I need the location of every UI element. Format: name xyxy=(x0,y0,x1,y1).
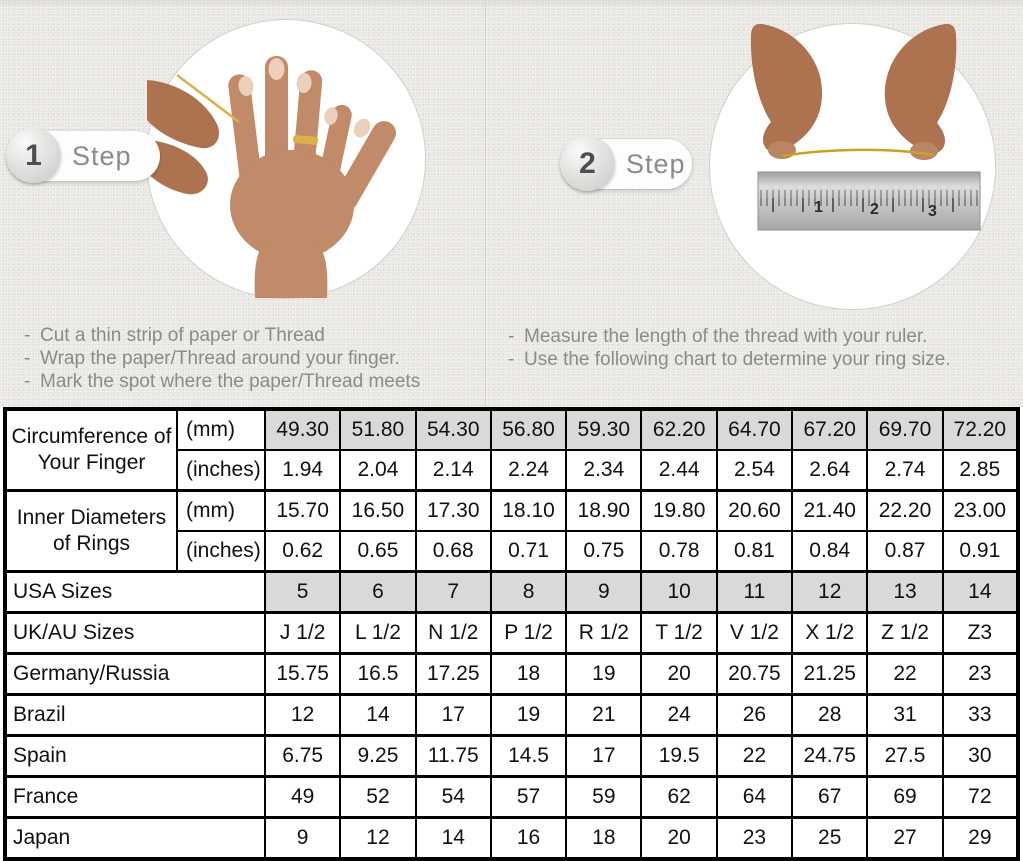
size-value-cell: 2.34 xyxy=(566,450,641,491)
size-value-cell: 33 xyxy=(943,695,1018,736)
unit-label: (mm) xyxy=(177,409,265,450)
size-value-cell: 27.5 xyxy=(867,736,942,777)
size-value-cell: 17 xyxy=(416,695,491,736)
size-value-cell: 62 xyxy=(641,777,716,818)
size-value-cell: 69.70 xyxy=(867,409,942,450)
size-value-cell: 51.80 xyxy=(340,409,415,450)
size-value-cell: 18.90 xyxy=(566,491,641,532)
size-value-cell: 21 xyxy=(566,695,641,736)
table-row xyxy=(5,572,1018,613)
step1-photo-hand-with-ring xyxy=(146,19,426,299)
vertical-divider xyxy=(485,0,486,407)
size-value-cell: 20.60 xyxy=(717,491,792,532)
size-value-cell: 12 xyxy=(792,572,867,613)
region-label: Germany/Russia xyxy=(5,654,265,695)
instruction-text: Use the following chart to determine your ring size. xyxy=(524,349,951,370)
size-value-cell: Z3 xyxy=(943,613,1018,654)
size-value-cell: 11 xyxy=(717,572,792,613)
row-group-label: Inner Diameters of Rings xyxy=(5,491,177,572)
size-value-cell: 5 xyxy=(265,572,340,613)
size-value-cell: 9.25 xyxy=(340,736,415,777)
size-value-cell: 0.62 xyxy=(265,531,340,572)
size-value-cell: 19 xyxy=(491,695,566,736)
size-value-cell: 18 xyxy=(491,654,566,695)
size-value-cell: R 1/2 xyxy=(566,613,641,654)
row-group-label: Circumference of Your Finger xyxy=(5,409,177,491)
instruction-item xyxy=(24,370,474,393)
size-value-cell: 0.87 xyxy=(867,531,942,572)
size-chart-wrap xyxy=(3,407,1020,861)
table-row xyxy=(5,613,1018,654)
table-row xyxy=(5,818,1018,860)
size-value-cell: 13 xyxy=(867,572,942,613)
size-value-cell: 67 xyxy=(792,777,867,818)
size-value-cell: 56.80 xyxy=(491,409,566,450)
size-value-cell: 59 xyxy=(566,777,641,818)
size-value-cell: 23.00 xyxy=(943,491,1018,532)
size-value-cell: 22 xyxy=(867,654,942,695)
size-value-cell: Z 1/2 xyxy=(867,613,942,654)
size-value-cell: 64 xyxy=(717,777,792,818)
instruction-item xyxy=(508,325,1013,348)
size-value-cell: 15.75 xyxy=(265,654,340,695)
size-value-cell: N 1/2 xyxy=(416,613,491,654)
size-value-cell: 0.91 xyxy=(943,531,1018,572)
bullet-dash: - xyxy=(24,371,31,392)
size-value-cell: 57 xyxy=(491,777,566,818)
size-value-cell: 12 xyxy=(340,818,415,860)
size-value-cell: 27 xyxy=(867,818,942,860)
ruler-number-2: 2 xyxy=(870,201,879,218)
size-value-cell: 22 xyxy=(717,736,792,777)
step2-number: 2 xyxy=(560,136,615,191)
size-value-cell: 12 xyxy=(265,695,340,736)
size-value-cell: 64.70 xyxy=(717,409,792,450)
size-value-cell: 2.24 xyxy=(491,450,566,491)
size-value-cell: 24 xyxy=(641,695,716,736)
ruler xyxy=(758,172,980,230)
size-value-cell: 14 xyxy=(416,818,491,860)
size-value-cell: 54.30 xyxy=(416,409,491,450)
size-value-cell: 54 xyxy=(416,777,491,818)
size-value-cell: 23 xyxy=(717,818,792,860)
size-value-cell: 19.5 xyxy=(641,736,716,777)
size-value-cell: 0.65 xyxy=(340,531,415,572)
size-value-cell: 30 xyxy=(943,736,1018,777)
size-value-cell: 0.75 xyxy=(566,531,641,572)
size-value-cell: 20.75 xyxy=(717,654,792,695)
unit-label: (inches) xyxy=(177,531,265,572)
size-value-cell: 21.40 xyxy=(792,491,867,532)
instruction-text: Measure the length of the thread with your ruler. xyxy=(524,326,928,347)
size-value-cell: 18 xyxy=(566,818,641,860)
size-value-cell: 18.10 xyxy=(491,491,566,532)
size-value-cell: 72.20 xyxy=(943,409,1018,450)
region-label: UK/AU Sizes xyxy=(5,613,265,654)
size-value-cell: 24.75 xyxy=(792,736,867,777)
size-value-cell: 49 xyxy=(265,777,340,818)
step1-number: 1 xyxy=(6,128,61,183)
region-label: Spain xyxy=(5,736,265,777)
size-value-cell: 16.5 xyxy=(340,654,415,695)
table-row xyxy=(5,654,1018,695)
region-label: USA Sizes xyxy=(5,572,265,613)
size-value-cell: 9 xyxy=(566,572,641,613)
size-value-cell: 25 xyxy=(792,818,867,860)
size-value-cell: V 1/2 xyxy=(717,613,792,654)
size-value-cell: 15.70 xyxy=(265,491,340,532)
size-value-cell: 0.84 xyxy=(792,531,867,572)
step1-instructions xyxy=(24,324,474,393)
size-value-cell: 0.81 xyxy=(717,531,792,572)
step2-badge xyxy=(562,139,692,189)
unit-label: (mm) xyxy=(177,491,265,532)
size-value-cell: 17 xyxy=(566,736,641,777)
step1-badge xyxy=(8,131,160,181)
size-value-cell: 0.71 xyxy=(491,531,566,572)
size-value-cell: 8 xyxy=(491,572,566,613)
size-value-cell: 11.75 xyxy=(416,736,491,777)
instruction-item xyxy=(508,348,1013,371)
size-value-cell: T 1/2 xyxy=(641,613,716,654)
size-value-cell: 1.94 xyxy=(265,450,340,491)
size-value-cell: 19 xyxy=(566,654,641,695)
size-value-cell: 69 xyxy=(867,777,942,818)
ring-size-table-body xyxy=(5,409,1018,859)
instruction-item xyxy=(24,347,474,370)
table-row xyxy=(5,695,1018,736)
size-value-cell: 49.30 xyxy=(265,409,340,450)
size-value-cell: 0.68 xyxy=(416,531,491,572)
unit-label: (inches) xyxy=(177,450,265,491)
size-value-cell: 72 xyxy=(943,777,1018,818)
size-value-cell: 31 xyxy=(867,695,942,736)
ruler-number-1: 1 xyxy=(814,199,823,216)
size-value-cell: 20 xyxy=(641,818,716,860)
ring-size-table xyxy=(3,407,1020,861)
size-value-cell: 29 xyxy=(943,818,1018,860)
size-value-cell: 2.54 xyxy=(717,450,792,491)
size-value-cell: 6 xyxy=(340,572,415,613)
measuring-illustration xyxy=(710,24,995,309)
size-value-cell: 2.85 xyxy=(943,450,1018,491)
step1-label: Step xyxy=(72,141,132,171)
size-value-cell: 2.14 xyxy=(416,450,491,491)
size-value-cell: 19.80 xyxy=(641,491,716,532)
size-value-cell: 21.25 xyxy=(792,654,867,695)
size-value-cell: 6.75 xyxy=(265,736,340,777)
size-value-cell: 16.50 xyxy=(340,491,415,532)
size-value-cell: J 1/2 xyxy=(265,613,340,654)
size-value-cell: 62.20 xyxy=(641,409,716,450)
size-value-cell: X 1/2 xyxy=(792,613,867,654)
table-row xyxy=(5,409,1018,450)
instruction-item xyxy=(24,324,474,347)
size-value-cell: 2.64 xyxy=(792,450,867,491)
size-value-cell: 16 xyxy=(491,818,566,860)
size-value-cell: 14.5 xyxy=(491,736,566,777)
size-value-cell: 67.20 xyxy=(792,409,867,450)
size-value-cell: 9 xyxy=(265,818,340,860)
size-value-cell: 20 xyxy=(641,654,716,695)
size-value-cell: 0.78 xyxy=(641,531,716,572)
size-value-cell: 2.44 xyxy=(641,450,716,491)
size-value-cell: 17.30 xyxy=(416,491,491,532)
size-value-cell: 17.25 xyxy=(416,654,491,695)
hand-illustration xyxy=(147,20,425,298)
region-label: Japan xyxy=(5,818,265,860)
size-value-cell: 14 xyxy=(340,695,415,736)
size-value-cell: 2.74 xyxy=(867,450,942,491)
instruction-text: Wrap the paper/Thread around your finger. xyxy=(40,348,400,369)
size-value-cell: 59.30 xyxy=(566,409,641,450)
size-value-cell: L 1/2 xyxy=(340,613,415,654)
bullet-dash: - xyxy=(508,326,515,347)
size-value-cell: 26 xyxy=(717,695,792,736)
bullet-dash: - xyxy=(24,325,31,346)
step2-label: Step xyxy=(626,149,686,179)
size-value-cell: 2.04 xyxy=(340,450,415,491)
ruler-number-3: 3 xyxy=(928,203,937,220)
instruction-text: Cut a thin strip of paper or Thread xyxy=(40,325,325,346)
bullet-dash: - xyxy=(24,348,31,369)
region-label: Brazil xyxy=(5,695,265,736)
size-value-cell: P 1/2 xyxy=(491,613,566,654)
size-value-cell: 14 xyxy=(943,572,1018,613)
table-row xyxy=(5,777,1018,818)
size-value-cell: 28 xyxy=(792,695,867,736)
size-value-cell: 7 xyxy=(416,572,491,613)
thread xyxy=(782,150,934,156)
instructions-section xyxy=(0,0,1023,407)
size-value-cell: 52 xyxy=(340,777,415,818)
instruction-text: Mark the spot where the paper/Thread meets xyxy=(40,371,421,392)
size-value-cell: 22.20 xyxy=(867,491,942,532)
bullet-dash: - xyxy=(508,349,515,370)
step2-photo-measuring-thread xyxy=(709,23,996,310)
region-label: France xyxy=(5,777,265,818)
size-value-cell: 23 xyxy=(943,654,1018,695)
step2-instructions xyxy=(508,325,1013,371)
table-row xyxy=(5,736,1018,777)
table-row xyxy=(5,491,1018,532)
size-value-cell: 10 xyxy=(641,572,716,613)
